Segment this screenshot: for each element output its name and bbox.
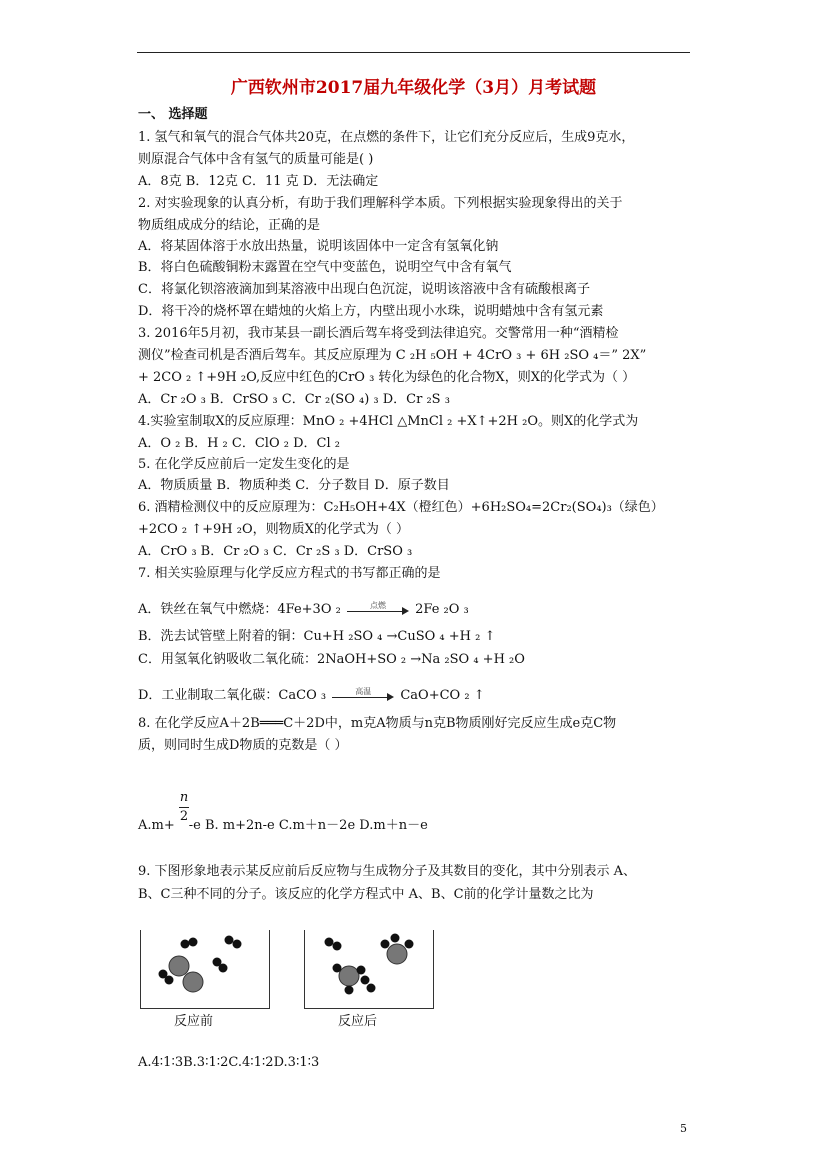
text-line: 物质组成成分的结论，正确的是 — [138, 218, 321, 233]
reaction-arrow — [330, 686, 396, 703]
beaker-before — [140, 930, 270, 1009]
q9-options — [138, 1054, 319, 1071]
text-line: 则原混合气体中含有氢气的质量可能是( ) — [138, 152, 374, 167]
text-line: B、C三种不同的分子。该反应的化学方程式中 A、B、C前的化学计量数之比为 — [138, 887, 594, 902]
text-line: A．O ₂ B．H ₂ C．ClO ₂ D．Cl ₂ — [138, 436, 340, 451]
q7-a-right: 2Fe ₂O ₃ — [415, 602, 469, 617]
text-line: 6. 酒精检测仪中的反应原理为：C₂H₅OH+4X（橙红色）+6H₂SO₄=2Cr₂(SO₄)₃（绿色） — [138, 500, 664, 515]
q7-option-d — [138, 687, 485, 704]
text-line: 3. 2016年5月初，我市某县一副长酒后驾车将受到法律追究。交警常用一种“酒精检 — [138, 326, 619, 341]
q9-option-d: D.3∶1∶3 — [273, 1055, 320, 1070]
q9-option-b: B.3∶1∶2 — [183, 1055, 229, 1070]
text-line: C．将氯化钡溶液滴加到某溶液中出现白色沉淀，说明该溶液中含有硫酸根离子 — [138, 282, 590, 297]
text-line: 2. 对实验现象的认真分析，有助于我们理解科学本质。下列根据实验现象得出的关于 — [138, 196, 623, 211]
text-line: A．CrO ₃ B．Cr ₂O ₃ C．Cr ₂S ₃ D．CrSO ₃ — [138, 544, 413, 559]
q7-option-b: B．洗去试管壁上附着的铜：Cu+H ₂SO ₄ →CuSO ₄ +H ₂ ↑ — [138, 629, 496, 644]
text-line: 8. 在化学反应A＋2B═══C＋2D中，m克A物质与n克B物质刚好完反应生成e克C物 — [138, 716, 617, 731]
text-line: 质，则同时生成D物质的克数是（ ） — [138, 738, 348, 753]
text-line: B．将白色硫酸铜粉末露置在空气中变蓝色，说明空气中含有氧气 — [138, 260, 512, 275]
caption-before: 反应前 — [174, 1014, 214, 1029]
text-line: A．Cr ₂O ₃ B．CrSO ₃ C．Cr ₂(SO ₄) ₃ D．Cr ₂S ₃ — [138, 392, 450, 407]
caption-after: 反应后 — [338, 1014, 378, 1029]
text-line: 5. 在化学反应前后一定发生变化的是 — [138, 457, 350, 472]
text-line: 4.实验室制取X的反应原理：MnO ₂ +4HCl △MnCl ₂ +X↑+2H ₂O。则X的化学式为 — [138, 414, 639, 429]
text-line: 9. 下图形象地表示某反应前后反应物与生成物分子及其数目的变化，其中分别表示 A、 — [138, 864, 637, 879]
arrow-condition: 高温 — [355, 686, 372, 696]
q7-d-right: CaO+CO ₂ ↑ — [400, 688, 485, 703]
fraction-numerator: n — [179, 790, 189, 805]
text-line: 1. 氢气和氧气的混合气体共20克，在点燃的条件下，让它们充分反应后，生成9克水， — [138, 130, 635, 145]
molecules-before — [141, 930, 269, 1008]
q8-options — [138, 817, 428, 834]
reaction-arrow — [345, 600, 411, 617]
q8-options-rest: -e B. m+2n-e C.m＋n－2e D.m＋n－e — [188, 818, 428, 833]
text-line: + 2CO ₂ ↑+9H ₂O,反应中红色的CrO ₃ 转化为绿色的化合物X，则X的化学式为（ ） — [138, 370, 636, 385]
q7-option-a — [138, 601, 469, 618]
header-rule — [137, 52, 690, 53]
section-heading: 一、 选择题 — [138, 107, 208, 122]
text-line: 7. 相关实验原理与化学反应方程式的书写都正确的是 — [138, 566, 441, 581]
arrow-condition: 点燃 — [369, 600, 386, 610]
reaction-diagram — [140, 930, 430, 1030]
q9-option-a: A.4∶1∶3 — [138, 1055, 184, 1070]
text-line: +2CO ₂ ↑+9H ₂O，则物质X的化学式为（ ） — [138, 522, 410, 537]
q9-option-c: C.4∶1∶2 — [228, 1055, 274, 1070]
molecules-after — [305, 930, 433, 1008]
text-line: A．将某固体溶于水放出热量，说明该固体中一定含有氢氧化钠 — [138, 239, 499, 254]
q8-option-a-prefix: A.m+ — [138, 818, 175, 833]
fraction-denominator: 2 — [179, 809, 189, 824]
beaker-after — [304, 930, 434, 1009]
text-line: 测仪”检查司机是否酒后驾车。其反应原理为 C ₂H ₅OH + 4CrO ₃ + 6H ₂SO ₄＝” 2X” — [138, 348, 647, 363]
text-line: A．8克 B．12克 C．11 克 D．无法确定 — [138, 174, 379, 189]
text-line: A．物质质量 B．物质种类 C．分子数目 D．原子数目 — [138, 478, 450, 493]
q7-d-left: D．工业制取二氧化碳：CaCO ₃ — [138, 688, 327, 703]
q7-option-c: C．用氢氧化钠吸收二氧化硫：2NaOH+SO ₂ →Na ₂SO ₄ +H ₂O — [138, 652, 525, 667]
page-number: 5 — [680, 1122, 687, 1135]
q7-a-left: A．铁丝在氧气中燃烧：4Fe+3O ₂ — [138, 602, 341, 617]
page-title: 广西钦州市2017届九年级化学（3月）月考试题 — [230, 78, 597, 98]
text-line: D．将干冷的烧杯罩在蜡烛的火焰上方，内壁出现小水珠，说明蜡烛中含有氢元素 — [138, 304, 604, 319]
